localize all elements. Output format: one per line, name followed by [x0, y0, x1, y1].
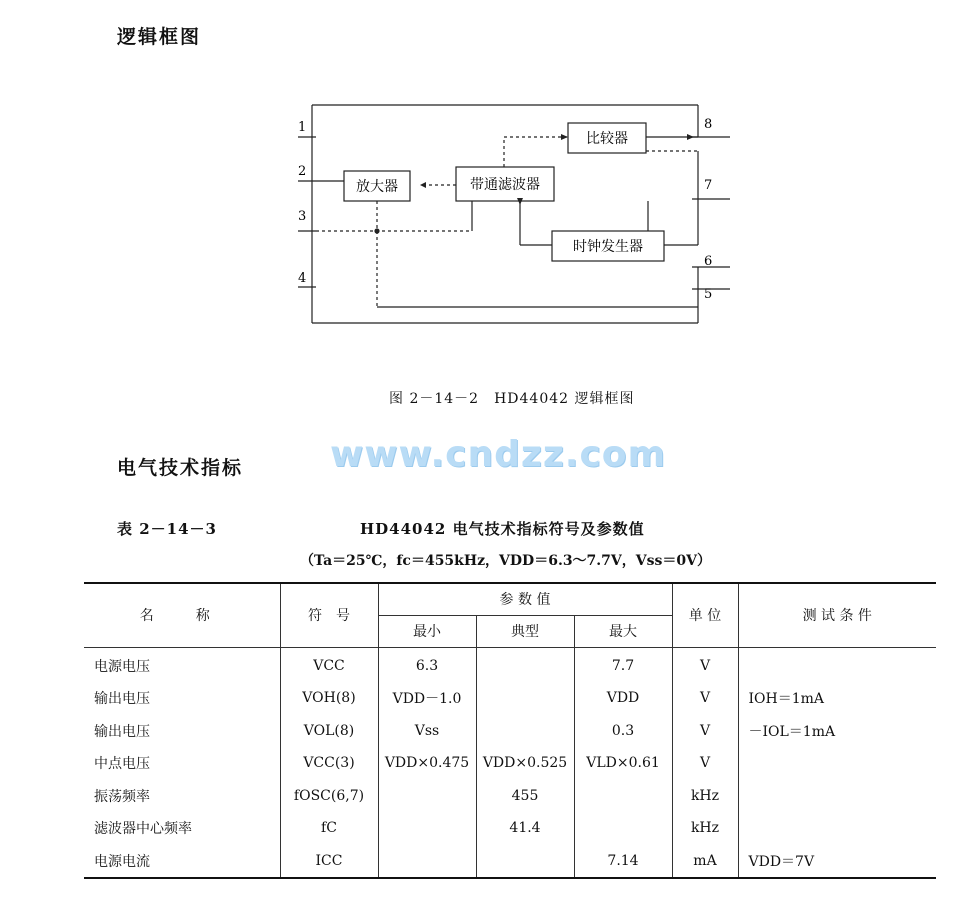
- table-row: 输出电压 VOH(8) VDD－1.0 VDD V IOH＝1mA: [84, 682, 936, 715]
- pin-5-label: 5: [704, 287, 713, 302]
- table-row: 振荡频率 fOSC(6,7) 455 kHz: [84, 780, 936, 813]
- header-min: 最小: [378, 615, 476, 647]
- logic-block-diagram: [280, 95, 740, 335]
- table-row: 滤波器中心频率 fC 41.4 kHz: [84, 812, 936, 845]
- clock-generator-label: 时钟发生器: [573, 239, 643, 255]
- section-title-logic-diagram: 逻辑框图: [117, 26, 202, 48]
- comparator-label: 比较器: [586, 131, 628, 147]
- table-row: 电源电压 VCC 6.3 7.7 V: [84, 647, 936, 682]
- pin-7-label: 7: [704, 178, 713, 193]
- table-conditions: （Ta＝25℃，fc＝455kHz，VDD＝6.3～7.7V，Vss＝0V）: [300, 553, 712, 569]
- bandpass-filter-label: 带通滤波器: [470, 177, 540, 193]
- pin-3-label: 3: [298, 209, 307, 224]
- figure-caption: 图 2－14－2 HD44042 逻辑框图: [389, 391, 635, 407]
- table-label: 表 2－14－3: [117, 520, 217, 538]
- table-row: 电源电流 ICC 7.14 mA VDD＝7V: [84, 845, 936, 879]
- spec-table: [84, 582, 936, 879]
- header-max: 最大: [574, 615, 672, 647]
- table-row: 中点电压 VCC(3) VDD×0.475 VDD×0.525 VLD×0.61 V: [84, 747, 936, 780]
- pin-1-label: 1: [298, 120, 307, 135]
- pin-4-label: 4: [298, 271, 307, 286]
- amplifier-label: 放大器: [356, 179, 398, 195]
- header-params: 参 数 值: [378, 583, 672, 615]
- table-title: HD44042 电气技术指标符号及参数值: [360, 520, 645, 538]
- section-title-electrical-specs: 电气技术指标: [117, 457, 244, 479]
- pin-2-label: 2: [298, 164, 307, 179]
- table-row: 输出电压 VOL(8) Vss 0.3 V －IOL＝1mA: [84, 715, 936, 748]
- header-unit: 单 位: [672, 583, 738, 647]
- watermark-text: www.cndzz.com: [330, 434, 667, 475]
- header-typ: 典型: [476, 615, 574, 647]
- header-name: 名 称: [84, 583, 280, 647]
- header-test-conditions: 测 试 条 件: [738, 583, 936, 647]
- pin-8-label: 8: [704, 117, 713, 132]
- pin-6-label: 6: [704, 254, 713, 269]
- header-symbol: 符 号: [280, 583, 378, 647]
